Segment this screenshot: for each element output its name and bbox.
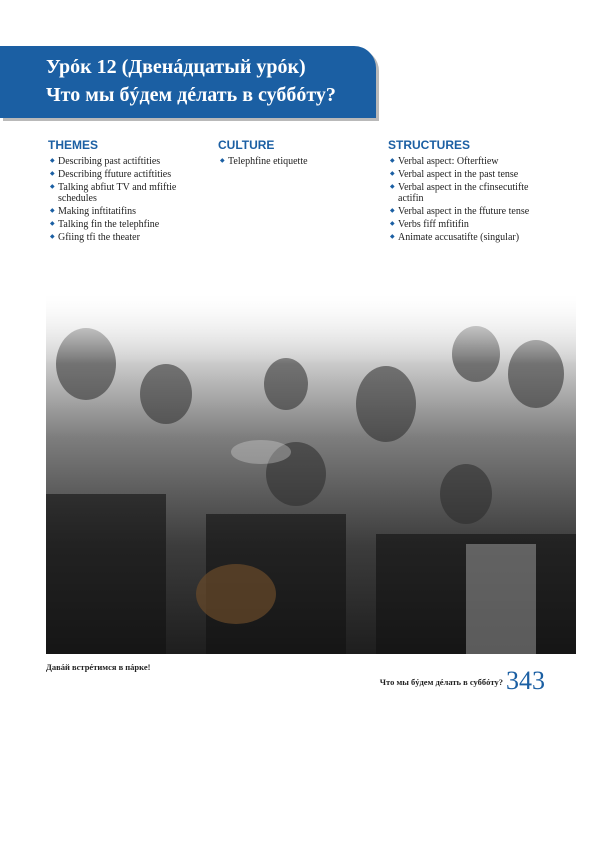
list-item: ◆ Talking fin the telephfine (48, 219, 208, 230)
list-item: ◆ Describing ffuture actiftities (48, 169, 208, 180)
chapter-title-banner (0, 46, 376, 118)
list-item: ◆ Animate accusatifte (singular) (388, 232, 548, 243)
structures-column (388, 138, 548, 245)
list-item: ◆ Verbal aspect in the past tense (388, 169, 548, 180)
chapter-title: Урóк 12 (Двенáдцатый урóк) (46, 56, 306, 78)
list-item: ◆ Making inftitatifins (48, 206, 208, 217)
list-item: ◆ Gfiing tfi the theater (48, 232, 208, 243)
list-item: ◆ Talking abfiut TV and mfiftie schedules (48, 182, 208, 204)
themes-list (48, 156, 208, 243)
structures-heading: STRUCTURES (388, 138, 471, 152)
list-item: ◆ Describing past actiftities (48, 156, 208, 167)
themes-heading: THEMES (48, 138, 99, 152)
list-item: ◆ Verbal aspect in the cfinsecutifte actifin (388, 182, 548, 204)
list-item: ◆ Verbal aspect in the ffuture tense (388, 206, 548, 217)
culture-list (218, 156, 368, 167)
chapter-subtitle: Что мы бýдем дéлать в суббóту? (46, 84, 336, 106)
culture-column (218, 138, 368, 169)
structures-list (388, 156, 548, 243)
list-item: ◆ Verbs fiff mfitifin (388, 219, 548, 230)
page-number: 343 (506, 666, 545, 695)
group-photo (46, 294, 576, 654)
themes-column (48, 138, 208, 245)
list-item: ◆ Telephfine etiquette (218, 156, 368, 167)
photo-caption: Давáй встрéтимся в пáрке! (46, 662, 151, 672)
list-item: ◆ Verbal aspect: Ofterftiew (388, 156, 548, 167)
culture-heading: CULTURE (218, 138, 275, 152)
photo-top-fade (46, 294, 576, 364)
running-footer-title: Что мы бýдем дéлать в суббóту? (379, 677, 503, 687)
